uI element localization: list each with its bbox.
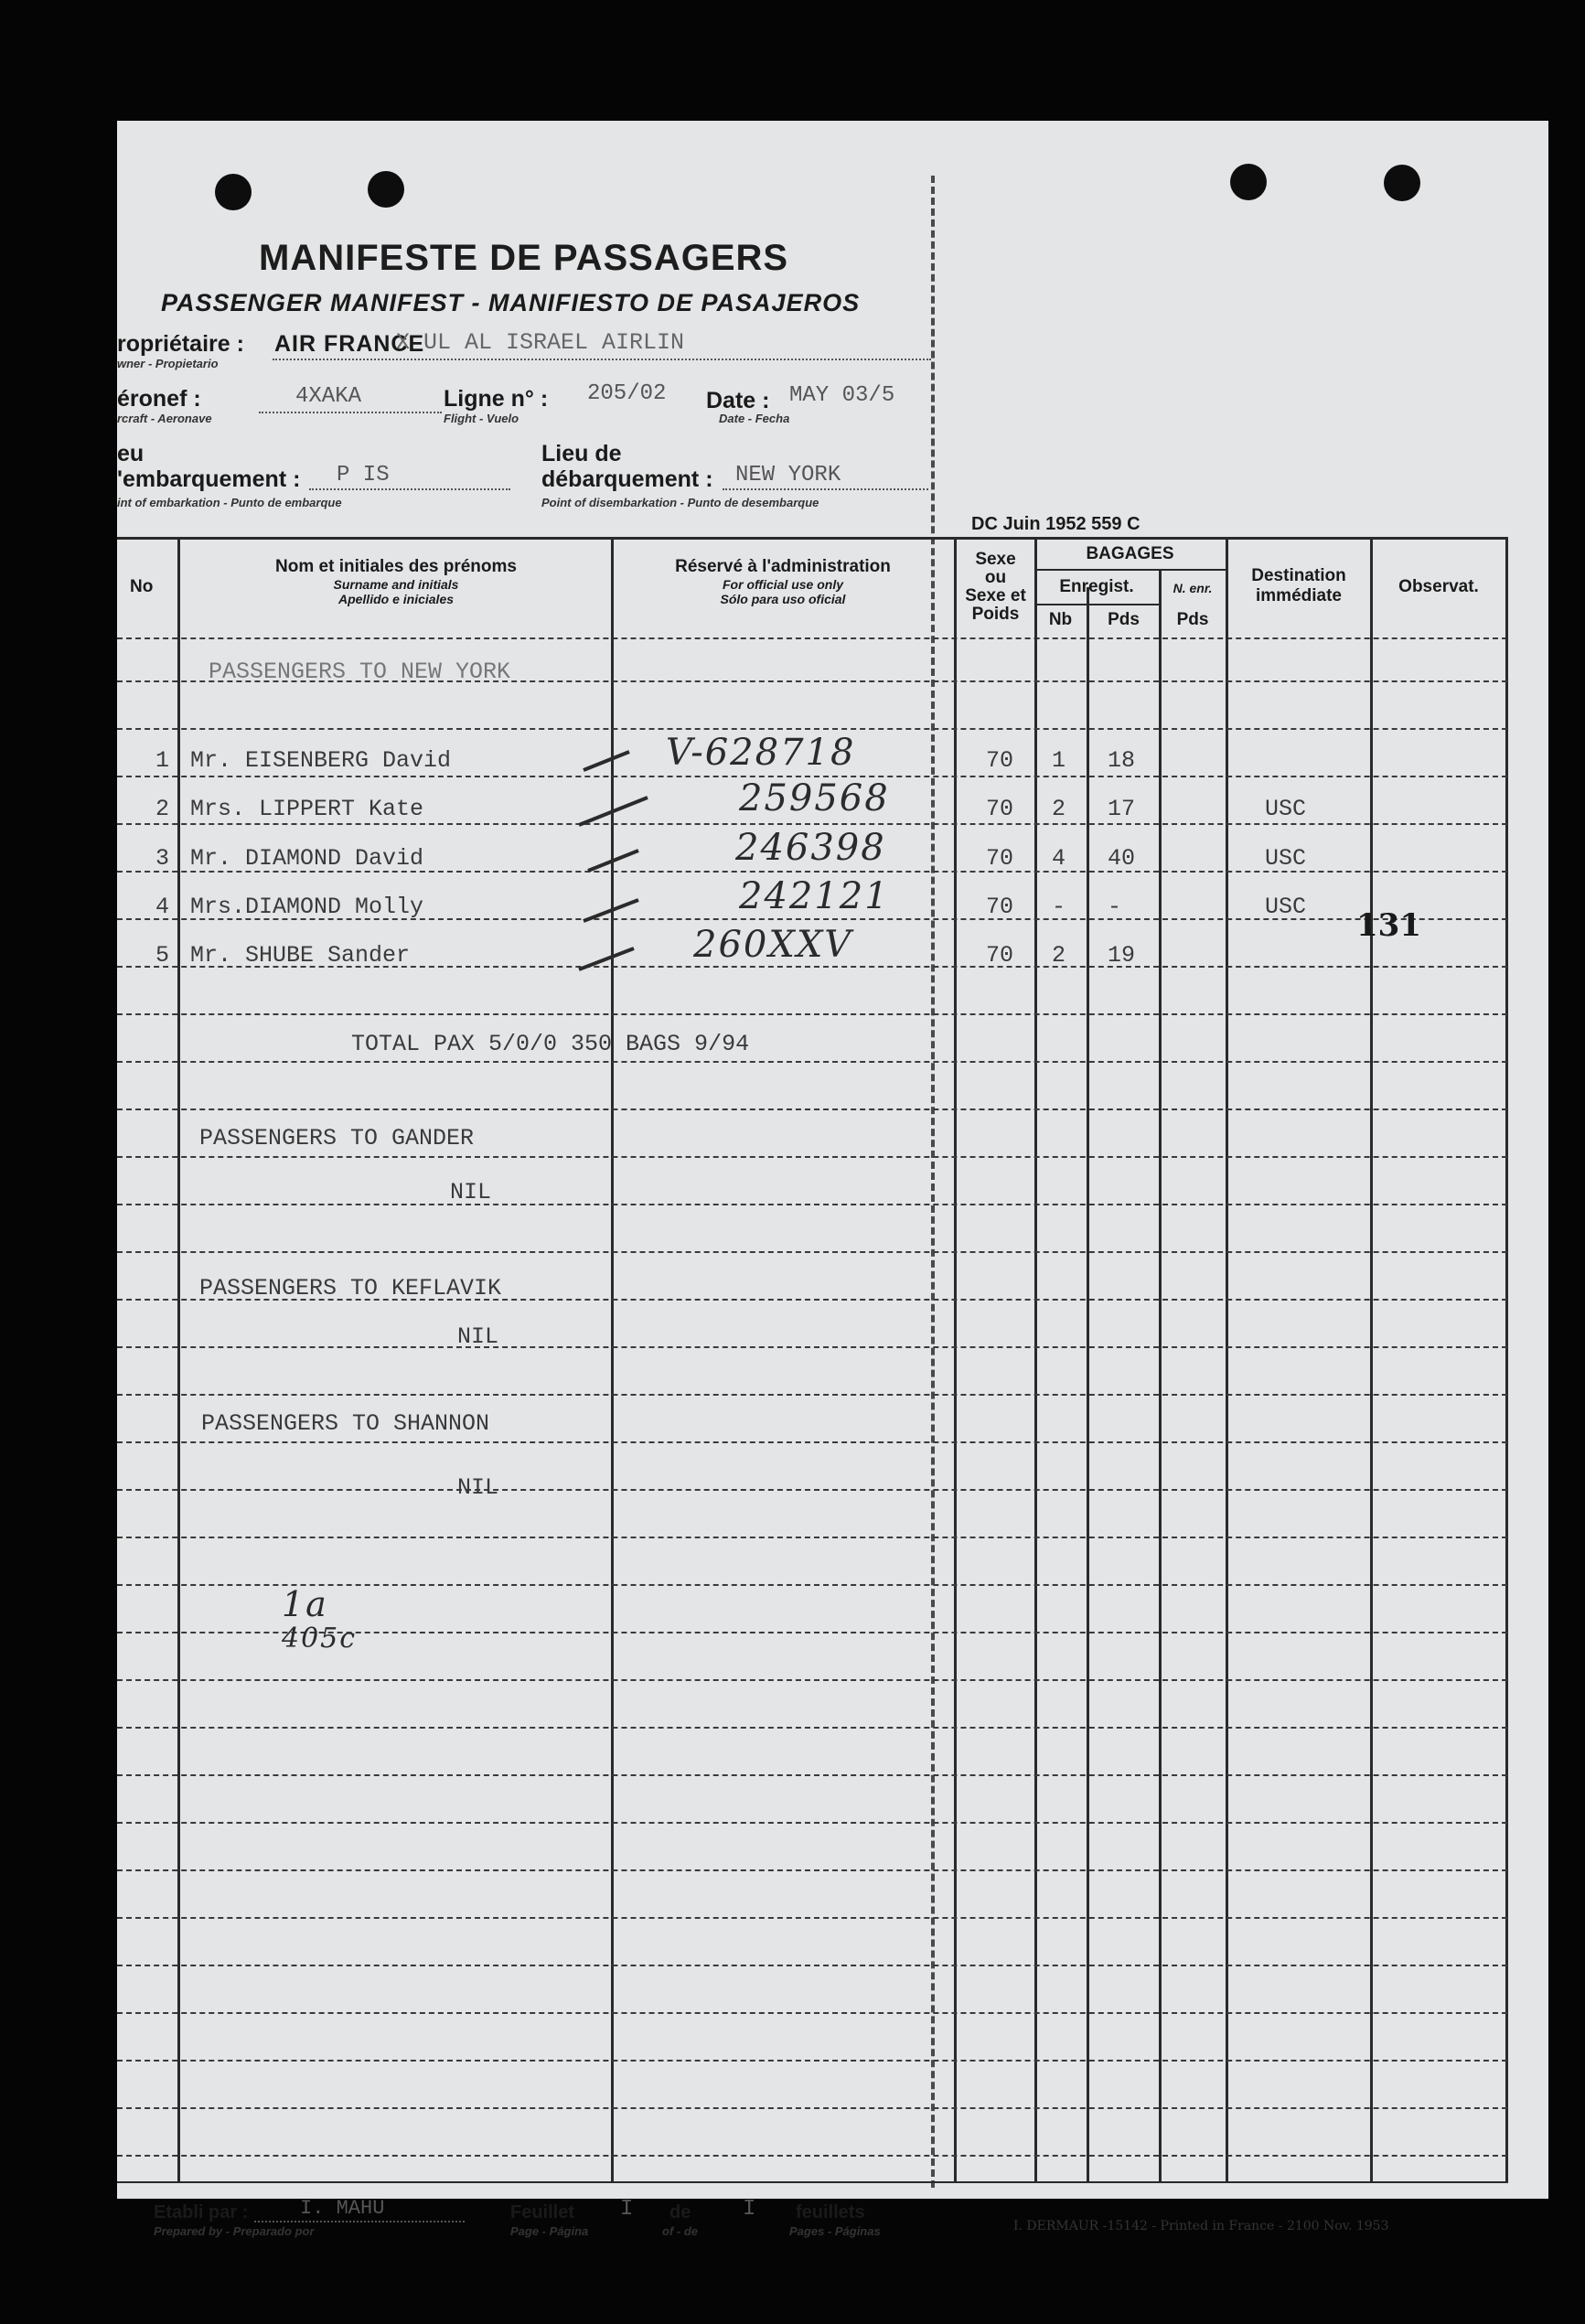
- date-sublabel: Date - Fecha: [719, 412, 790, 425]
- ruled-line: [117, 1489, 1507, 1491]
- col-header-admin: Réservé à l'administration: [675, 557, 891, 576]
- punch-hole: [1384, 165, 1420, 201]
- aircraft-line: [259, 412, 442, 413]
- row-no: 1: [155, 747, 170, 774]
- ruled-line: [117, 1251, 1507, 1253]
- embark-label-1: eu: [117, 441, 145, 466]
- row-nb: 2: [1052, 796, 1066, 822]
- ruled-line: [117, 2060, 1507, 2062]
- row-no: 3: [155, 845, 170, 872]
- table-header-bottom: [117, 637, 1507, 639]
- row-name: Mrs.DIAMOND Molly: [190, 894, 424, 920]
- of-value: I: [743, 2197, 756, 2222]
- col-divider: [1505, 537, 1508, 2183]
- embark-value: P IS: [337, 463, 390, 487]
- row-nb: -: [1052, 894, 1066, 920]
- disembark-label-1: Lieu de: [541, 441, 622, 466]
- section-keflavik-title: PASSENGERS TO KEFLAVIK: [199, 1275, 502, 1301]
- sheets-label: feuillets: [796, 2202, 865, 2222]
- disembark-value: NEW YORK: [735, 463, 841, 487]
- pages-sublabel: Pages - Páginas: [789, 2224, 881, 2238]
- ruled-line: [117, 1869, 1507, 1871]
- ruled-line: [117, 728, 1507, 730]
- form-title: MANIFESTE DE PASSAGERS: [259, 238, 789, 278]
- prepared-label: Etabli par :: [154, 2202, 249, 2222]
- col-header-admin-sub2: Sólo para uso oficial: [720, 592, 846, 606]
- sheet-label: Feuillet: [510, 2202, 575, 2222]
- row-pds: 19: [1108, 942, 1136, 969]
- of-sublabel: of - de: [662, 2224, 698, 2238]
- table-bottom-border: [117, 2181, 1507, 2183]
- fold-line: [931, 176, 935, 2188]
- prepared-line: [254, 2221, 465, 2222]
- row-admin: 246398: [735, 827, 886, 869]
- col-header-dest-1: Destination: [1251, 566, 1346, 585]
- checkmarks: [574, 734, 721, 971]
- prepared-sublabel: Prepared by - Preparado por: [154, 2224, 315, 2238]
- col-divider: [1034, 537, 1037, 2183]
- date-label: Date :: [706, 388, 770, 413]
- aircraft-label: éronef :: [117, 386, 201, 412]
- ruled-line: [117, 2107, 1507, 2109]
- col-header-nb: Nb: [1048, 610, 1073, 629]
- ruled-line: [117, 1917, 1507, 1919]
- section-shannon-title: PASSENGERS TO SHANNON: [201, 1410, 490, 1437]
- ruled-line: [117, 2155, 1507, 2157]
- col-divider: [1159, 569, 1162, 2183]
- punch-hole: [215, 174, 252, 210]
- row-name: Mrs. LIPPERT Kate: [190, 796, 424, 822]
- disembark-sublabel: Point of disembarkation - Punto de desembarque: [541, 496, 819, 509]
- owner-line: [273, 359, 931, 360]
- manifest-sheet: [117, 121, 1548, 2238]
- sheet-value: I: [620, 2197, 634, 2222]
- row-dest: USC: [1265, 796, 1307, 822]
- row-pds: 40: [1108, 845, 1136, 872]
- row-sex: 70: [986, 894, 1014, 920]
- row-no: 2: [155, 796, 170, 822]
- ruled-line: [117, 1061, 1507, 1063]
- col-header-name-sub1: Surname and initials: [333, 577, 459, 592]
- form-subtitle: PASSENGER MANIFEST - MANIFIESTO DE PASAJEROS: [161, 289, 861, 316]
- handwritten-note-1: 1a: [282, 1584, 328, 1624]
- row-pds: 18: [1108, 747, 1136, 774]
- ruled-line: [117, 1965, 1507, 1966]
- owner-value: AIR FRANCE: [274, 331, 425, 357]
- col-header-pds: Pds: [1108, 610, 1140, 629]
- col-header-admin-sub1: For official use only: [723, 577, 843, 592]
- embark-line: [309, 488, 510, 490]
- row-name: Mr. EISENBERG David: [190, 747, 452, 774]
- col-header-nr: N. enr.: [1173, 581, 1213, 595]
- flight-value: 205/02: [587, 381, 667, 406]
- owner-overtype: X UL AL ISRAEL AIRLIN: [396, 329, 685, 356]
- section-keflavik-value: NIL: [457, 1323, 499, 1350]
- flight-sublabel: Flight - Vuelo: [444, 412, 519, 425]
- section-shannon-value: NIL: [457, 1474, 499, 1501]
- bagages-header-line: [1034, 569, 1226, 571]
- col-header-enregist: Enregist.: [1059, 577, 1134, 596]
- ruled-line: [117, 1394, 1507, 1396]
- col-header-observ: Observat.: [1398, 577, 1479, 596]
- section-gander-title: PASSENGERS TO GANDER: [199, 1125, 475, 1151]
- col-divider: [1087, 587, 1089, 2183]
- of-label: de: [669, 2202, 691, 2222]
- row-sex: 70: [986, 747, 1014, 774]
- ruled-line: [117, 1774, 1507, 1776]
- col-header-bagages: BAGAGES: [1086, 544, 1174, 563]
- row-nb: 1: [1052, 747, 1066, 774]
- ruled-line: [117, 1108, 1507, 1110]
- date-value: MAY 03/5: [789, 383, 895, 408]
- col-header-sex-4: Poids: [971, 605, 1020, 624]
- owner-sublabel: wner - Propietario: [117, 357, 219, 370]
- row-nb: 2: [1052, 942, 1066, 969]
- col-divider: [1370, 537, 1373, 2183]
- stamp-number: 131: [1356, 907, 1421, 944]
- owner-label: ropriétaire :: [117, 331, 244, 357]
- ruled-line: [117, 1441, 1507, 1443]
- col-header-pds2: Pds: [1176, 610, 1209, 629]
- aircraft-sublabel: rcraft - Aeronave: [117, 412, 212, 425]
- section-gander-value: NIL: [450, 1179, 492, 1205]
- row-name: Mr. SHUBE Sander: [190, 942, 411, 969]
- disembark-line: [723, 488, 928, 490]
- row-no: 5: [155, 942, 170, 969]
- col-divider: [1226, 537, 1228, 2183]
- row-name: Mr. DIAMOND David: [190, 845, 424, 872]
- col-header-sex-1: Sexe: [975, 550, 1016, 569]
- table-top-border: [117, 537, 1507, 540]
- page-sublabel: Page - Página: [510, 2224, 589, 2238]
- flight-label: Ligne n° :: [444, 386, 549, 412]
- handwritten-note-2: 405c: [282, 1623, 358, 1655]
- row-no: 4: [155, 894, 170, 920]
- row-sex: 70: [986, 796, 1014, 822]
- row-sex: 70: [986, 845, 1014, 872]
- ruled-line: [117, 1156, 1507, 1158]
- row-admin: 242121: [739, 875, 890, 917]
- row-admin: 259568: [739, 777, 890, 819]
- prepared-value: I. MAHU: [300, 2197, 385, 2220]
- row-pds: 17: [1108, 796, 1136, 822]
- col-header-sex-3: Sexe et: [965, 586, 1026, 605]
- col-header-no: No: [130, 577, 154, 596]
- col-divider: [177, 537, 180, 2183]
- ruled-line: [117, 1537, 1507, 1538]
- row-pds: -: [1108, 894, 1122, 920]
- col-header-name-sub2: Apellido e iniciales: [337, 592, 455, 606]
- embark-label-2: 'embarquement :: [117, 466, 301, 492]
- ruled-line: [117, 2012, 1507, 2014]
- ruled-line: [117, 1679, 1507, 1681]
- ruled-line: [117, 1346, 1507, 1348]
- row-dest: USC: [1265, 894, 1307, 920]
- ruled-line: [117, 823, 1507, 825]
- printer-credit: I. DERMAUR -15142 - Printed in France - 2100 Nov. 1953: [1013, 2219, 1389, 2233]
- total-line: TOTAL PAX 5/0/0 350 BAGS 9/94: [351, 1031, 750, 1057]
- ruled-line: [117, 1822, 1507, 1824]
- punch-hole: [1230, 164, 1267, 200]
- row-nb: 4: [1052, 845, 1066, 872]
- aircraft-value: 4XAKA: [295, 384, 362, 409]
- row-admin: 260XXV: [693, 924, 853, 966]
- embark-sublabel: int of embarkation - Punto de embarque: [117, 496, 342, 509]
- disembark-label-2: débarquement :: [541, 466, 713, 492]
- ruled-line: [117, 1013, 1507, 1015]
- form-code: DC Juin 1952 559 C: [971, 514, 1141, 534]
- enregist-header-line: [1034, 604, 1159, 605]
- ruled-line: [117, 1204, 1507, 1205]
- col-header-dest-2: immédiate: [1256, 586, 1342, 605]
- col-header-sex-2: ou: [984, 568, 1007, 587]
- ruled-line: [117, 1727, 1507, 1729]
- punch-hole: [368, 171, 404, 208]
- row-admin: V-628718: [666, 732, 856, 774]
- row-dest: USC: [1265, 845, 1307, 872]
- section-new-york: PASSENGERS TO NEW YORK: [209, 659, 511, 685]
- col-header-name: Nom et initiales des prénoms: [275, 557, 517, 576]
- col-divider: [954, 537, 957, 2183]
- row-sex: 70: [986, 942, 1014, 969]
